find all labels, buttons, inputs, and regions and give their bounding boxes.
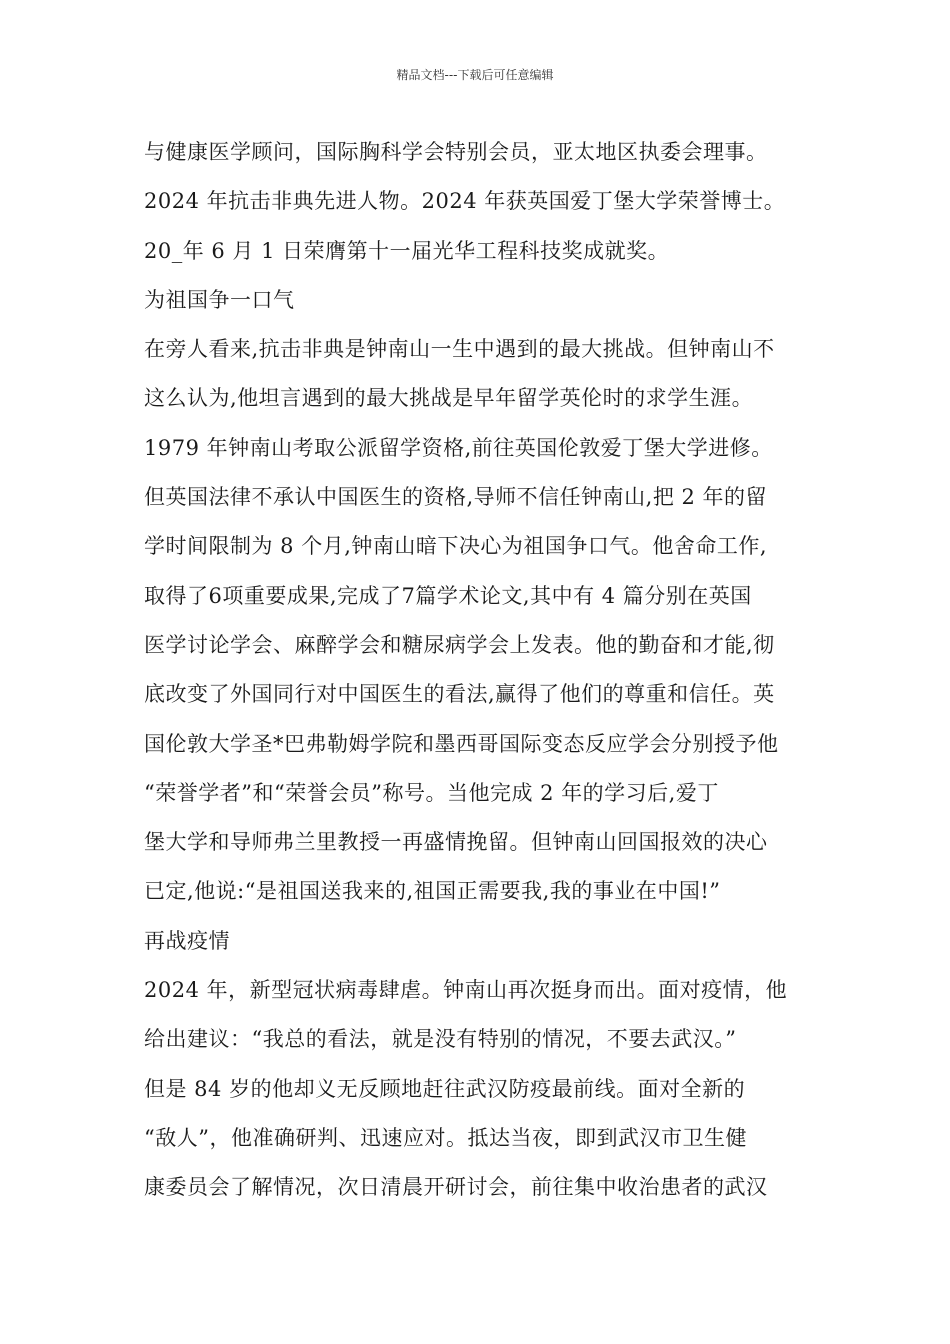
text-line: 已定,他说:“是祖国送我来的,祖国正需要我,我的事业在中国!” xyxy=(144,879,721,904)
page-header: 精品文档---下载后可任意编辑 xyxy=(396,68,554,82)
text-line: 1979 年钟南山考取公派留学资格,前往英国伦敦爱丁堡大学进修。 xyxy=(144,435,773,460)
text-line: 取得了6项重要成果,完成了7篇学术论文,其中有 4 篇分别在英国 xyxy=(144,583,752,608)
section-heading: 为祖国争一口气 xyxy=(144,287,295,312)
text-line: 但英国法律不承认中国医生的资格,导师不信任钟南山,把 2 年的留 xyxy=(144,485,768,510)
text-line: 与健康医学顾问，国际胸科学会特别会员，亚太地区执委会理事。 xyxy=(144,140,768,164)
text-line: 底改变了外国同行对中国医生的看法,赢得了他们的尊重和信任。英 xyxy=(144,682,775,707)
text-line: “敌人”，他准确研判、迅速应对。抵达当夜，即到武汉市卫生健 xyxy=(144,1125,747,1150)
document-body xyxy=(144,128,814,1213)
text-line: 堡大学和导师弗兰里教授一再盛情挽留。但钟南山回国报效的决心 xyxy=(144,830,768,855)
section-heading: 再战疫情 xyxy=(144,928,230,953)
text-line: 国伦敦大学圣*巴弗勒姆学院和墨西哥国际变态反应学会分别授予他 xyxy=(144,731,779,756)
text-line: 2024 年，新型冠状病毒肆虐。钟南山再次挺身而出。面对疫情，他 xyxy=(144,978,788,1003)
text-line: 医学讨论学会、麻醉学会和糖尿病学会上发表。他的勤奋和才能,彻 xyxy=(144,632,775,657)
text-line: 20_年 6 月 1 日荣膺第十一届光华工程科技奖成就奖。 xyxy=(144,238,670,263)
text-line: 学时间限制为 8 个月,钟南山暗下决心为祖国争口气。他舍命工作, xyxy=(144,534,768,559)
text-line: 在旁人看来,抗击非典是钟南山一生中遇到的最大挑战。但钟南山不 xyxy=(144,337,775,362)
text-line: 但是 84 岁的他却义无反顾地赶往武汉防疫最前线。面对全新的 xyxy=(144,1076,746,1101)
text-line: 康委员会了解情况，次日清晨开研讨会，前往集中收治患者的武汉 xyxy=(144,1175,768,1200)
text-line: 给出建议：“我总的看法，就是没有特别的情况，不要去武汉。” xyxy=(144,1027,737,1052)
text-line: “荣誉学者”和“荣誉会员”称号。当他完成 2 年的学习后,爱丁 xyxy=(144,780,719,805)
text-line: 2024 年抗击非典先进人物。2024 年获英国爱丁堡大学荣誉博士。 xyxy=(144,189,786,214)
text-line: 这么认为,他坦言遇到的最大挑战是早年留学英伦时的求学生涯。 xyxy=(144,386,754,411)
